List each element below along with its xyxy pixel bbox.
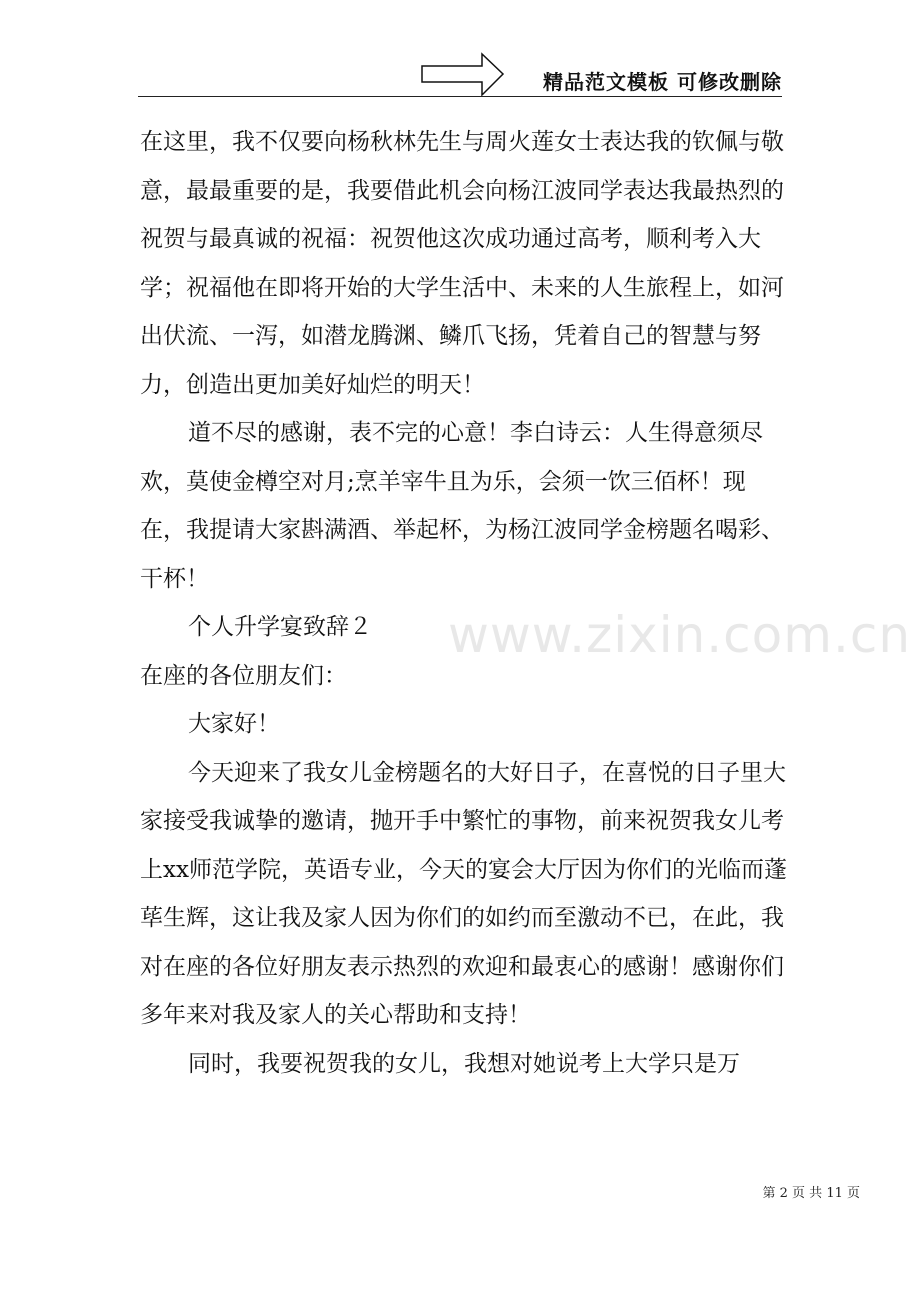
arrow-right-icon [420, 52, 506, 98]
watermark: www.zixin.com.cn [448, 606, 912, 664]
section-title: 个人升学宴致辞２ [188, 614, 372, 640]
document-body [140, 118, 788, 1088]
header-title: 精品范文模板 可修改删除 [543, 70, 782, 94]
paragraph: 在这里，我不仅要向杨秋林先生与周火莲女士表达我的钦佩与敬意，最最重要的是，我要借此机会向杨江波同学表达我最热烈的祝贺与最真诚的祝福：祝贺他这次成功通过高考，顺利考入大学；祝福他在即将开始的大学生活中、未来的人生旅程上，如河出伏流、一泻，如潜龙腾渊、鳞爪飞扬，凭着自己的智慧与努力，创造出更加美好灿烂的明天！ [140, 129, 784, 398]
header-divider [138, 96, 782, 97]
page-number: 第 2 页 共 11 页 [762, 1186, 860, 1201]
paragraph: 道不尽的感谢，表不完的心意！李白诗云：人生得意须尽欢，莫使金樽空对月;烹羊宰牛且为乐，会须一饮三佰杯！现在，我提请大家斟满酒、举起杯，为杨江波同学金榜题名喝彩、干杯！ [140, 420, 784, 592]
paragraph: 同时，我要祝贺我的女儿，我想对她说考上大学只是万 [188, 1050, 740, 1077]
paragraph: 今天迎来了我女儿金榜题名的大好日子，在喜悦的日子里大家接受我诚挚的邀请，抛开手中繁忙的事物，前来祝贺我女儿考上xx师范学院，英语专业，今天的宴会大厅因为你们的光临而蓬荜生辉，这让我及家人因为你们的如约而至激动不已，在此，我对在座的各位好朋友表示热烈的欢迎和最衷心的感谢！感谢你们多年来对我及家人的关心帮助和支持！ [140, 759, 787, 1028]
salutation: 在座的各位朋友们： [140, 662, 347, 689]
greeting: 大家好！ [188, 711, 280, 737]
